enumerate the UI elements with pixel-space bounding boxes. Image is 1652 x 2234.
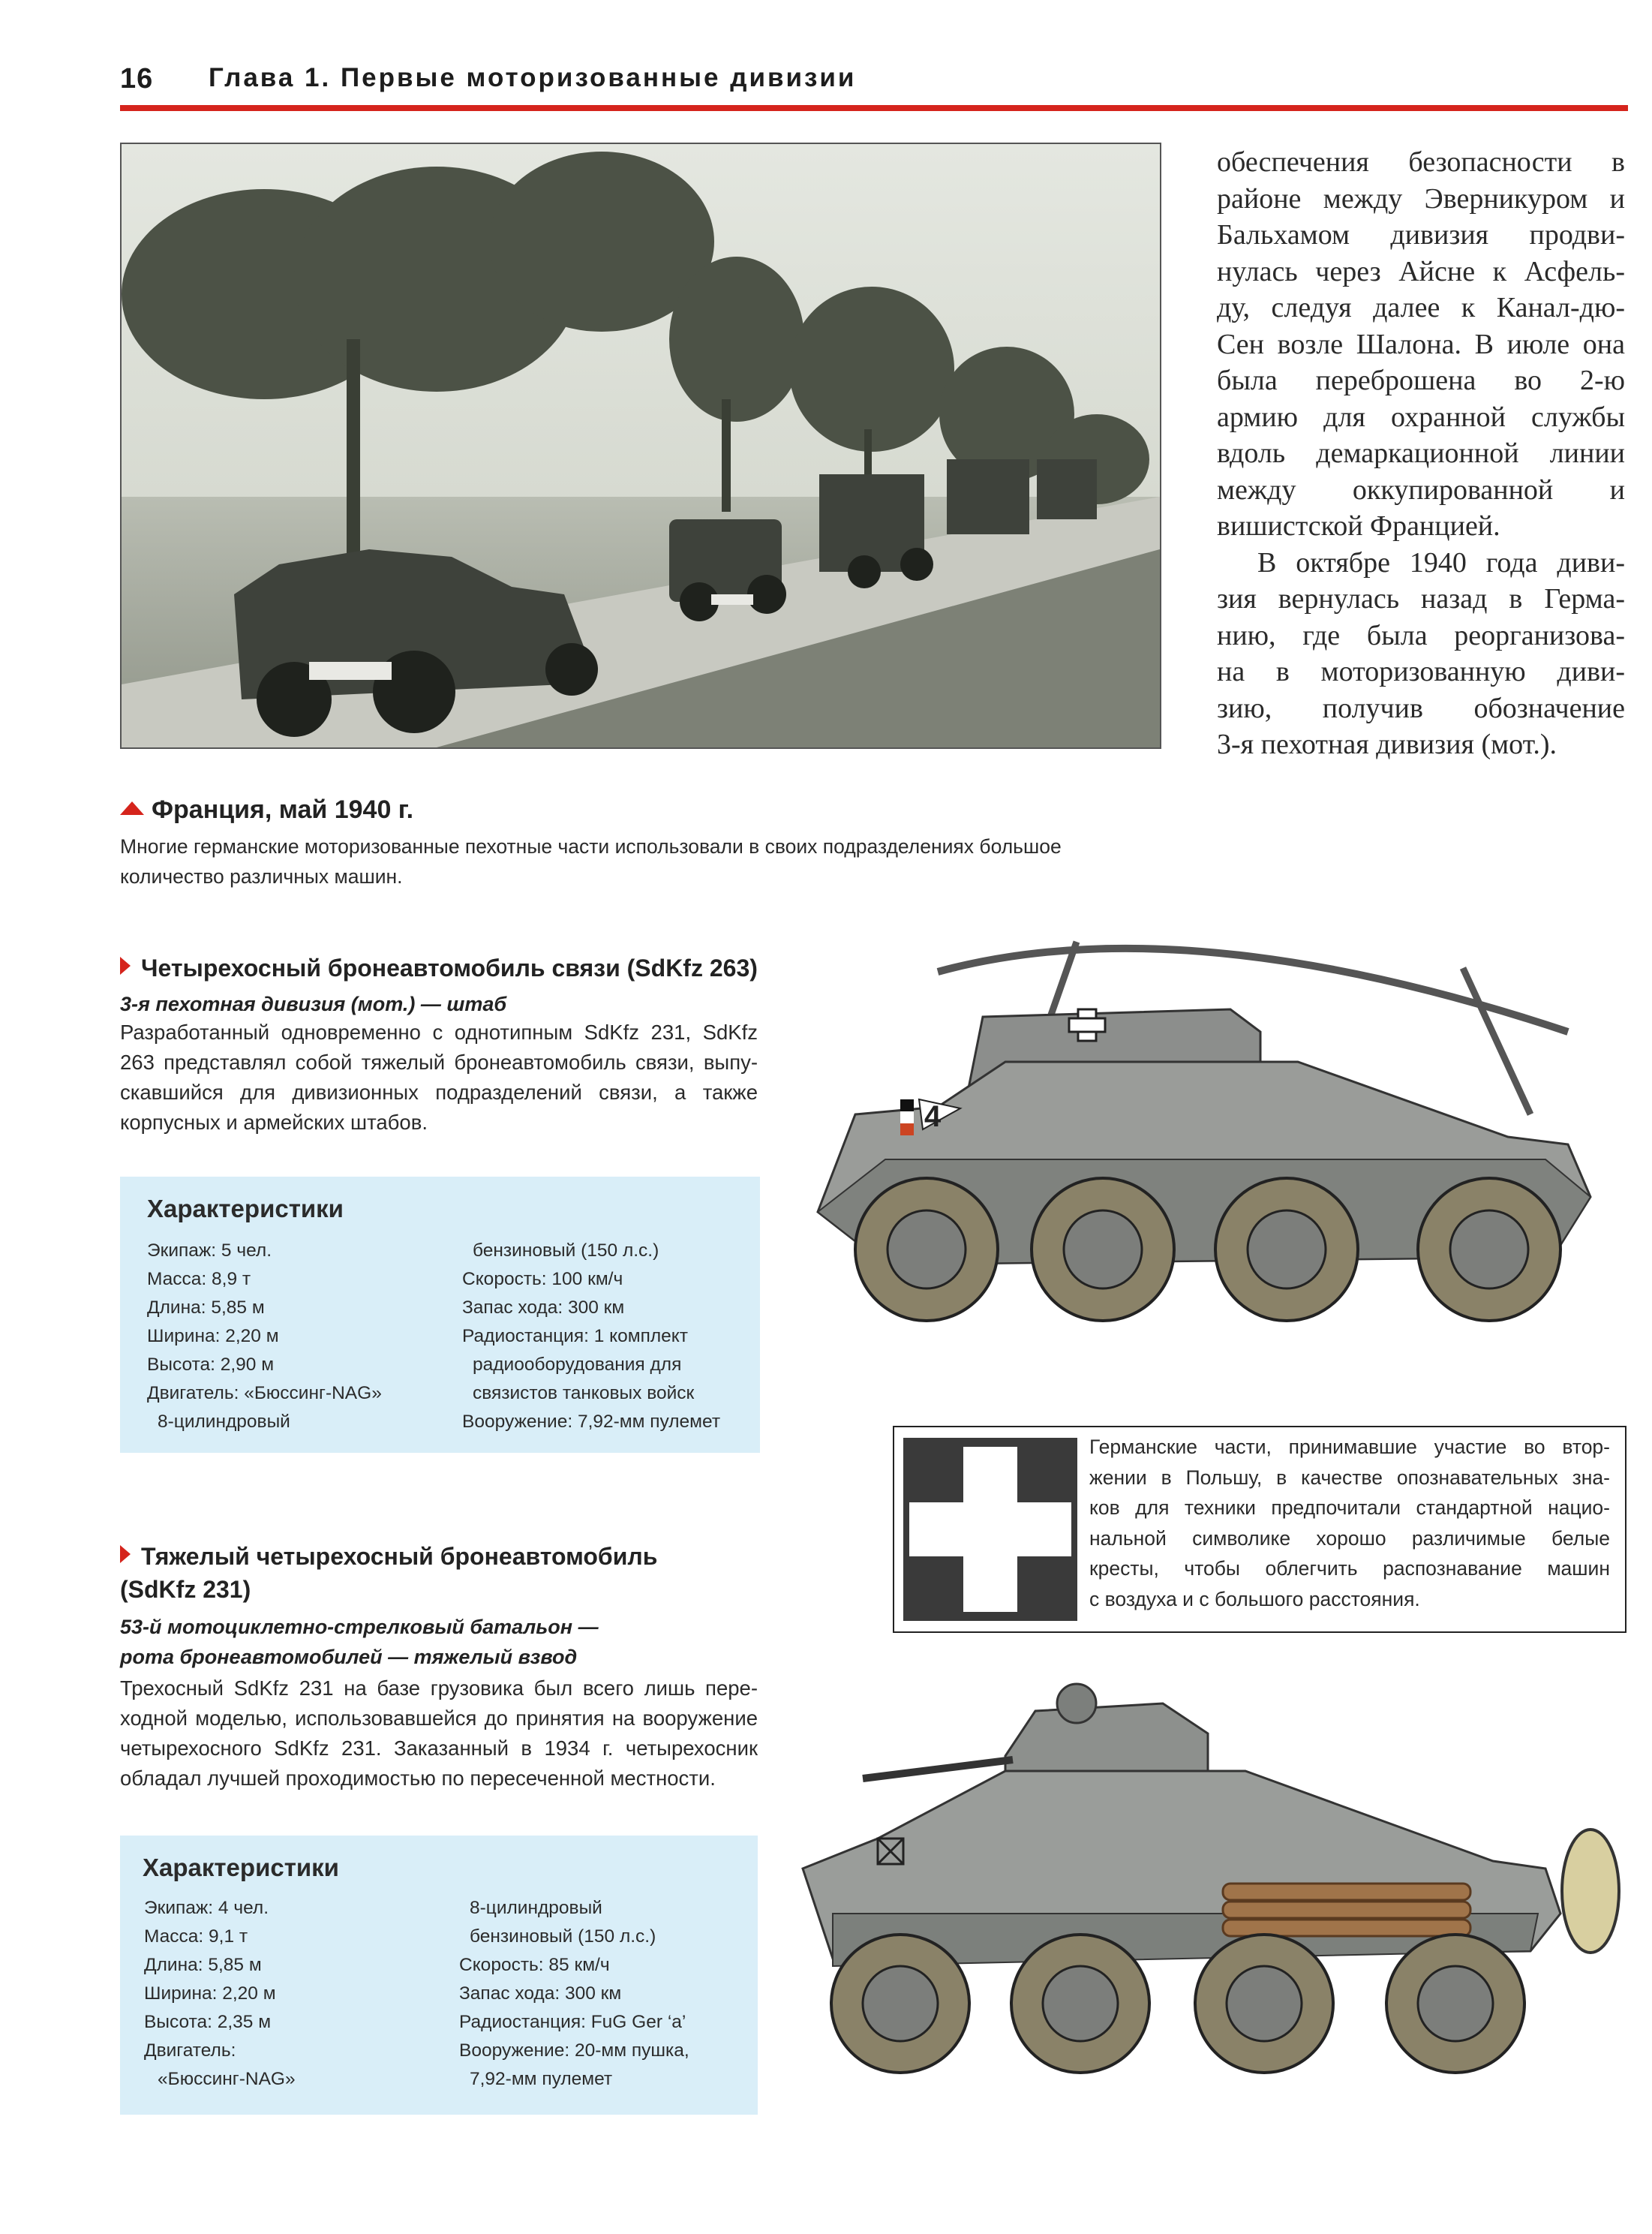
text-line: районе между Эверникуром и bbox=[1217, 182, 1625, 215]
body-line: 263 представлял собой тяжелый бронеавтомобиль связи, выпу- bbox=[120, 1051, 758, 1074]
caption-line: Многие германские моторизованные пехотные части использовали в своих подразделениях большое bbox=[120, 835, 1062, 858]
text-line: зия вернулась назад в Герма- bbox=[1217, 583, 1625, 615]
section2-body bbox=[120, 1673, 758, 1794]
section1-subtitle: 3-я пехотная дивизия (мот.) — штаб bbox=[120, 993, 507, 1015]
body-line: скавшийся для дивизионных подразделений связи, а также bbox=[120, 1081, 758, 1104]
spec-item: Высота: 2,35 м bbox=[144, 2012, 272, 2032]
body-line: корпусных и армейских штабов. bbox=[120, 1111, 428, 1134]
spec-item: Масса: 9,1 т bbox=[144, 1926, 248, 1947]
specs-heading: Характеристики bbox=[143, 1854, 339, 1881]
section1-body bbox=[120, 1018, 758, 1138]
spec-item: Длина: 5,85 м bbox=[147, 1297, 265, 1318]
text-line: зию, получив обозначение bbox=[1217, 692, 1625, 724]
spec-item: Ширина: 2,20 м bbox=[144, 1983, 276, 2004]
paragraph-2 bbox=[1217, 545, 1625, 763]
section2-specs-box bbox=[120, 1836, 758, 2115]
specs-left-list bbox=[147, 1237, 382, 1436]
spec-item: 8-цилиндровый bbox=[470, 1898, 602, 1918]
text-line: обеспечения безопасности в bbox=[1217, 146, 1625, 178]
spec-item: бензиновый (150 л.с.) bbox=[473, 1240, 659, 1261]
spec-item: Экипаж: 5 чел. bbox=[147, 1240, 272, 1261]
section2-subtitle bbox=[120, 1612, 599, 1672]
text-line: была переброшена во 2-ю bbox=[1217, 365, 1625, 396]
spec-item: Скорость: 85 км/ч bbox=[459, 1955, 610, 1975]
triangle-right-icon bbox=[120, 1545, 131, 1563]
text-line: между оккупированной и bbox=[1217, 474, 1625, 506]
spec-item: связистов танковых войск bbox=[473, 1383, 695, 1403]
spec-item: Вооружение: 7,92-мм пулемет bbox=[462, 1412, 721, 1432]
spec-item: Экипаж: 4 чел. bbox=[144, 1898, 269, 1918]
spec-item: Двигатель: «Бюссинг-NAG» bbox=[147, 1383, 382, 1403]
text-line: жении в Польшу, в качестве опознавательных зна- bbox=[1089, 1466, 1610, 1489]
text-line: Германские части, принимавшие участие во втор- bbox=[1089, 1436, 1610, 1458]
section2-title-text: Тяжелый четырехосный бронеавтомобиль bbox=[141, 1543, 658, 1570]
body-line: Разработанный одновременно с однотипным SdKfz 231, SdKfz bbox=[120, 1021, 758, 1044]
photo-caption-body bbox=[120, 831, 1170, 891]
spec-item: Ширина: 2,20 м bbox=[147, 1326, 279, 1346]
chapter-title: Глава 1. Первые моторизованные дивизии bbox=[209, 63, 857, 92]
spec-item: Масса: 8,9 т bbox=[147, 1269, 251, 1289]
text-line: с воздуха и с большого расстояния. bbox=[1089, 1587, 1420, 1610]
article-column bbox=[1217, 144, 1625, 763]
text-line: вдоль демаркационной линии bbox=[1217, 437, 1625, 469]
cross-marking-info-box bbox=[893, 1426, 1626, 1633]
photo-caption-title bbox=[120, 795, 413, 825]
body-line: четырехосного SdKfz 231. Заказанный в 1934 г. четырехосник bbox=[120, 1736, 758, 1760]
page-number: 16 bbox=[120, 63, 154, 95]
text-line: на в моторизованную диви- bbox=[1217, 656, 1625, 687]
caption-line: количество различных машин. bbox=[120, 865, 403, 888]
caption-title-text: Франция, май 1940 г. bbox=[152, 795, 414, 824]
spec-item: Радиостанция: FuG Ger ‘a’ bbox=[459, 2012, 686, 2032]
header-rule bbox=[120, 105, 1628, 111]
spec-item: 8-цилиндровый bbox=[158, 1412, 290, 1432]
text-line: нулась через Айсне к Асфель- bbox=[1217, 255, 1625, 287]
spec-item: Запас хода: 300 км bbox=[459, 1983, 622, 2004]
body-line: Трехосный SdKfz 231 на базе грузовика был всего лишь пере- bbox=[120, 1676, 758, 1700]
spec-item: Скорость: 100 км/ч bbox=[462, 1269, 623, 1289]
text-line: ков для техники предпочитали стандартной нацио- bbox=[1089, 1496, 1610, 1519]
specs-right-list bbox=[462, 1237, 720, 1436]
specs-left-list bbox=[144, 1894, 296, 2094]
cross-box-text bbox=[1089, 1432, 1610, 1614]
subtitle-line: 53-й мотоциклетно-стрелковый батальон — bbox=[120, 1616, 599, 1638]
text-line: вишистской Францией. bbox=[1217, 510, 1500, 542]
paragraph-1 bbox=[1217, 144, 1625, 545]
subtitle-line: рота бронеавтомобилей — тяжелый взвод bbox=[120, 1646, 578, 1668]
sdkfz263-illustration bbox=[810, 912, 1628, 1332]
spec-item: бензиновый (150 л.с.) bbox=[470, 1926, 656, 1947]
convoy-photo bbox=[120, 143, 1161, 749]
sdkfz231-illustration bbox=[788, 1613, 1628, 2139]
text-line: Сен возле Шалона. В июле она bbox=[1217, 328, 1625, 360]
spec-item: 7,92-мм пулемет bbox=[470, 2069, 613, 2089]
body-line: ходной моделью, использовавшейся до принятия на вооружение bbox=[120, 1706, 758, 1730]
body-line: обладал лучшей проходимостью по пересеченной местности. bbox=[120, 1766, 716, 1790]
spec-item: Вооружение: 20-мм пушка, bbox=[459, 2040, 689, 2061]
section1-specs-box bbox=[120, 1177, 760, 1453]
text-line: нию, где была реорганизова- bbox=[1217, 619, 1625, 651]
section2-title-text: (SdKfz 231) bbox=[120, 1576, 251, 1603]
spec-item: Запас хода: 300 км bbox=[462, 1297, 625, 1318]
text-line: 3-я пехотная дивизия (мот.). bbox=[1217, 729, 1557, 760]
text-line: кресты, чтобы облегчить распознавание машин bbox=[1089, 1557, 1610, 1580]
spec-item: Двигатель: bbox=[144, 2040, 236, 2061]
specs-right-list bbox=[459, 1894, 689, 2094]
spec-item: радиооборудования для bbox=[473, 1355, 682, 1375]
specs-heading: Характеристики bbox=[147, 1195, 344, 1222]
spec-item: «Бюссинг-NAG» bbox=[158, 2069, 296, 2089]
section1-title-text: Четырехосный бронеавтомобиль связи (SdKfz 263) bbox=[141, 955, 758, 982]
text-line: нальной символике хорошо различимые белые bbox=[1089, 1526, 1610, 1550]
spec-item: Высота: 2,90 м bbox=[147, 1355, 275, 1375]
vehicle-marking: 4 bbox=[924, 1100, 942, 1133]
text-line: армию для охранной службы bbox=[1217, 401, 1625, 433]
spec-item: Радиостанция: 1 комплект bbox=[462, 1326, 689, 1346]
text-line: ду, следуя далее к Канал-дю- bbox=[1217, 292, 1625, 323]
spec-item: Длина: 5,85 м bbox=[144, 1955, 262, 1975]
triangle-up-icon bbox=[120, 801, 144, 815]
white-cross-icon bbox=[903, 1438, 1077, 1621]
section2-title bbox=[120, 1540, 780, 1606]
text-line: Бальхамом дивизия продви- bbox=[1217, 219, 1625, 251]
triangle-right-icon bbox=[120, 957, 131, 975]
section1-title bbox=[120, 952, 780, 985]
text-line: В октябре 1940 года диви- bbox=[1257, 546, 1625, 579]
